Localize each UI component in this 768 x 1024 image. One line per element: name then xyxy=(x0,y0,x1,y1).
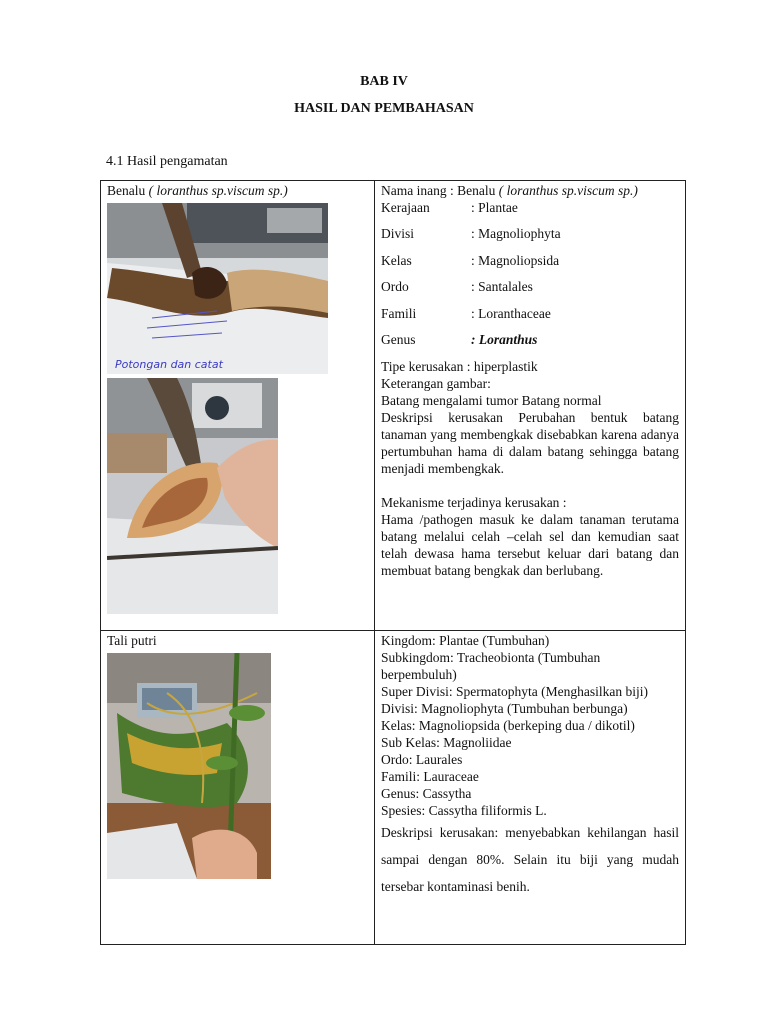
classification-line: Super Divisi: Spermatophyta (Menghasilkan biji) xyxy=(381,684,648,699)
benalu-photo-cell xyxy=(101,181,375,631)
benalu-description-cell xyxy=(375,181,686,631)
benalu-swollen-stem-photo xyxy=(107,378,278,614)
tali-putri-title: Tali putri xyxy=(107,633,157,648)
tali-putri-description-cell xyxy=(375,631,686,945)
benalu-title: Benalu ( loranthus sp.viscum sp.) xyxy=(107,183,288,198)
mechanism-label: Mekanisme terjadinya kerusakan : xyxy=(381,494,567,510)
classification-line: Ordo: Laurales xyxy=(381,752,463,767)
damage-type: Tipe kerusakan : hiperplastik xyxy=(381,358,538,374)
table-row xyxy=(101,631,686,945)
taxonomy-row: Kelas : Magnoliopsida xyxy=(381,252,679,269)
classification-line: Subkingdom: Tracheobionta (Tumbuhan berpembuluh) xyxy=(381,650,601,682)
classification-line: Kingdom: Plantae (Tumbuhan) xyxy=(381,633,550,648)
mechanism-text: Hama /pathogen masuk ke dalam tanaman terutama batang melalui celah –celah sel dan kemudian saat telah dewasa hama tersebut keluar dari batang dan membuat batang bengkak dan berlubang. xyxy=(381,511,679,578)
damage-description: Deskripsi kerusakan Perubahan bentuk batang tanaman yang membengkak disebabkan karena adanya pertumbuhan hama di dalam batang sehingga batang menjadi membengkak. xyxy=(381,409,679,476)
chapter-title: HASIL DAN PEMBAHASAN xyxy=(294,101,474,116)
benalu-stem-photo xyxy=(107,203,328,374)
tali-putri-plant-photo xyxy=(107,653,271,879)
classification-line: Genus: Cassytha xyxy=(381,786,472,801)
classification-line: Divisi: Magnoliophyta (Tumbuhan berbunga) xyxy=(381,701,628,716)
observation-table xyxy=(100,180,686,945)
damage-description: Deskripsi kerusakan: menyebabkan kehilangan hasil sampai dengan 80%. Selain itu biji yang mudah tersebar kontaminasi benih. xyxy=(381,825,679,894)
chapter-number: BAB IV xyxy=(360,74,408,89)
classification-line: Kelas: Magnoliopsida (berkeping dua / dikotil) xyxy=(381,718,635,733)
classification-line: Spesies: Cassytha filiformis L. xyxy=(381,803,547,818)
tali-putri-photo-cell xyxy=(101,631,375,945)
classification-line: Famili: Lauraceae xyxy=(381,769,479,784)
caption-label: Keterangan gambar: xyxy=(381,375,491,391)
taxonomy-row: Ordo : Santalales xyxy=(381,278,679,295)
taxonomy-row: Kerajaan : Plantae xyxy=(381,199,679,216)
svg-text:Potongan dan catat: Potongan dan catat xyxy=(115,358,223,371)
taxonomy-row: Genus : Loranthus xyxy=(381,331,679,348)
taxonomy-row: Divisi : Magnoliophyta xyxy=(381,225,679,242)
table-row xyxy=(101,181,686,631)
section-title: 4.1 Hasil pengamatan xyxy=(106,154,228,169)
taxonomy-row: Famili : Loranthaceae xyxy=(381,305,679,322)
host-name: Nama inang : Benalu ( loranthus sp.viscum sp.) xyxy=(381,183,638,198)
classification-line: Sub Kelas: Magnoliidae xyxy=(381,735,512,750)
caption-text: Batang mengalami tumor Batang normal xyxy=(381,392,602,408)
